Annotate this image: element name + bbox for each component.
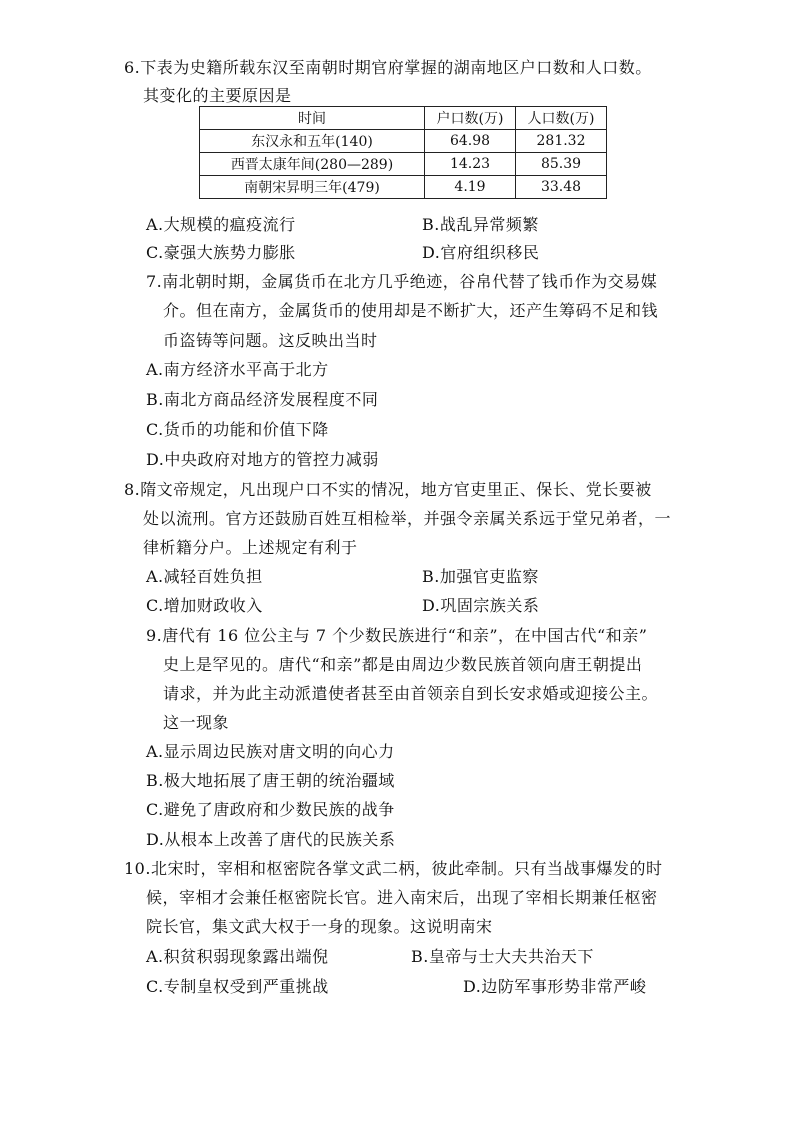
table-header-population: 人口数(万) [516, 107, 607, 130]
table-cell: 14.23 [425, 153, 516, 176]
q9-option-b[interactable]: B.极大地拓展了唐王朝的统治疆域 [146, 771, 395, 790]
q7-stem-line3: 币盗铸等问题。这反映出当时 [163, 331, 378, 350]
table-row [200, 176, 607, 199]
table-cell: 西晋太康年间(280—289) [200, 153, 425, 176]
q9-option-d[interactable]: D.从根本上改善了唐代的民族关系 [146, 830, 396, 849]
q9-stem-line2: 史上是罕见的。唐代“和亲”都是由周边少数民族首领向唐王朝提出 [163, 655, 643, 674]
table-cell: 33.48 [516, 176, 607, 199]
table-header-time: 时间 [200, 107, 425, 130]
q8-option-c[interactable]: C.增加财政收入 [146, 596, 263, 615]
q10-stem-line3: 院长官，集文武大权于一身的现象。这说明南宋 [146, 917, 493, 936]
q10-stem-line2: 候，宰相才会兼任枢密院长官。进入南宋后，出现了宰相长期兼任枢密 [146, 888, 658, 907]
q10-option-d[interactable]: D.边防军事形势非常严峻 [463, 977, 647, 996]
table-cell: 4.19 [425, 176, 516, 199]
q10-option-c[interactable]: C.专制皇权受到严重挑战 [146, 977, 329, 996]
table-row [200, 153, 607, 176]
q8-stem-line3: 律析籍分户。上述规定有利于 [143, 538, 358, 557]
table-cell: 64.98 [425, 130, 516, 153]
q8-stem-line1: 8.隋文帝规定，凡出现户口不实的情况，地方官吏里正、保长、党长要被 [124, 480, 652, 499]
q6-option-b[interactable]: B.战乱异常频繁 [422, 215, 539, 234]
q9-option-a[interactable]: A.显示周边民族对唐文明的向心力 [146, 742, 395, 761]
q7-option-c[interactable]: C.货币的功能和价值下降 [146, 420, 329, 439]
q6-option-a[interactable]: A.大规模的瘟疫流行 [146, 215, 296, 234]
q7-stem-line1: 7.南北朝时期，金属货币在北方几乎绝迹，谷帛代替了钱币作为交易媒 [146, 272, 658, 291]
q8-option-a[interactable]: A.减轻百姓负担 [146, 567, 263, 586]
q6-data-table [199, 106, 607, 199]
q10-option-a[interactable]: A.积贫积弱现象露出端倪 [146, 947, 329, 966]
q9-stem-line4: 这一现象 [163, 713, 230, 732]
q9-stem-line1: 9.唐代有 16 位公主与 7 个少数民族进行“和亲”，在中国古代“和亲” [146, 626, 648, 645]
q10-stem-line1: 10.北宋时，宰相和枢密院各掌文武二柄，彼此牵制。只有当战事爆发的时 [124, 859, 663, 878]
q6-option-d[interactable]: D.官府组织移民 [422, 243, 540, 262]
table-row [200, 130, 607, 153]
q8-option-b[interactable]: B.加强官吏监察 [422, 567, 539, 586]
q7-option-a[interactable]: A.南方经济水平高于北方 [146, 360, 329, 379]
q6-option-c[interactable]: C.豪强大族势力膨胀 [146, 243, 296, 262]
table-cell: 南朝宋昇明三年(479) [200, 176, 425, 199]
q9-option-c[interactable]: C.避免了唐政府和少数民族的战争 [146, 800, 395, 819]
table-cell: 85.39 [516, 153, 607, 176]
table-cell: 东汉永和五年(140) [200, 130, 425, 153]
q8-option-d[interactable]: D.巩固宗族关系 [422, 596, 540, 615]
q9-stem-line3: 请求，并为此主动派遣使者甚至由首领亲自到长安求婚或迎接公主。 [163, 684, 659, 703]
q6-stem-line2: 其变化的主要原因是 [143, 86, 292, 105]
q10-option-b[interactable]: B.皇帝与士大夫共治天下 [411, 947, 594, 966]
q7-option-b[interactable]: B.南北方商品经济发展程度不同 [146, 390, 379, 409]
q6-stem-line1: 6.下表为史籍所载东汉至南朝时期官府掌握的湖南地区户口数和人口数。 [124, 58, 652, 77]
q7-stem-line2: 介。但在南方，金属货币的使用却是不断扩大，还产生筹码不足和钱 [163, 301, 659, 320]
q7-option-d[interactable]: D.中央政府对地方的管控力减弱 [146, 450, 379, 469]
q8-stem-line2: 处以流刑。官方还鼓励百姓互相检举，并强令亲属关系远于堂兄弟者，一 [143, 509, 672, 528]
table-cell: 281.32 [516, 130, 607, 153]
table-header-row [200, 107, 607, 130]
table-header-households: 户口数(万) [425, 107, 516, 130]
